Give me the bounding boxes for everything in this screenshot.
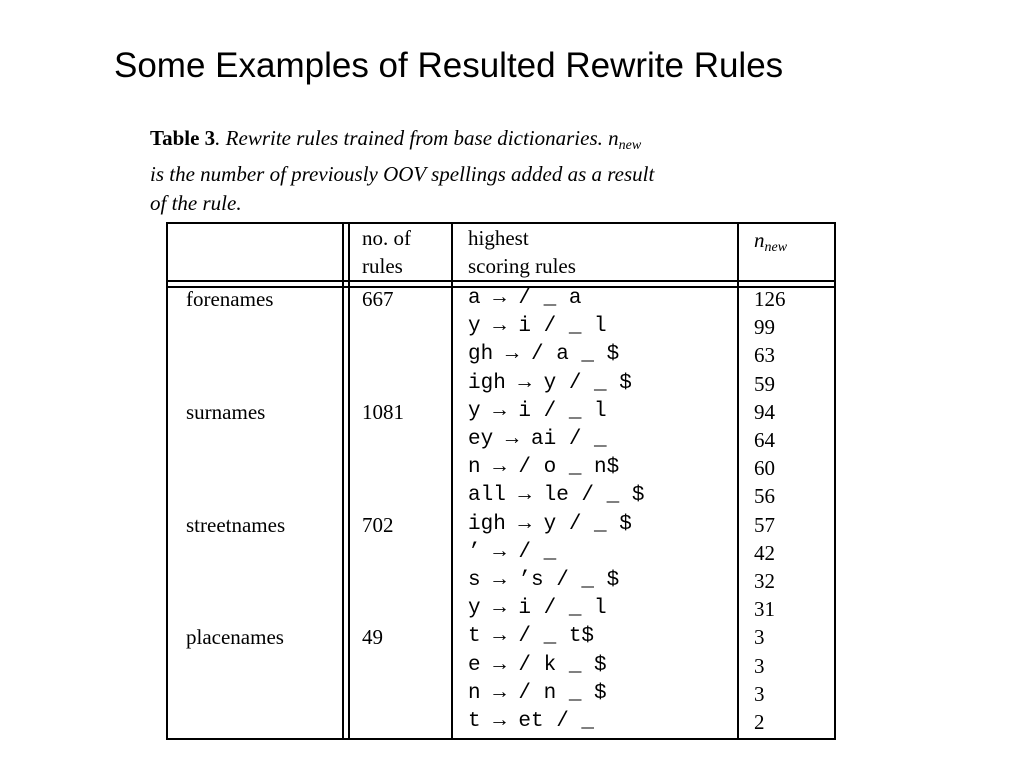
category-name: surnames <box>186 399 266 424</box>
caption-text-c: of the rule. <box>150 191 242 215</box>
rule-cell: n → / n _ $ <box>468 681 607 705</box>
table-label: Table 3 <box>150 126 216 150</box>
category-rule-count: 1081 <box>362 399 404 424</box>
n-new-cell: 42 <box>754 540 775 565</box>
n-new-cell: 64 <box>754 428 775 452</box>
rule-cell: t → et / _ <box>468 710 595 733</box>
header-no-of-rules <box>362 224 411 280</box>
rule-cell: ey → ai / _ <box>468 428 607 451</box>
header-no-of-rules-line2: rules <box>362 254 403 278</box>
rule-cell: gh → / a _ $ <box>468 343 620 367</box>
rule-cell: y → i / _ l <box>468 597 607 621</box>
n-new-cell: 3 <box>754 681 765 706</box>
category-name: forenames <box>186 287 274 311</box>
header-highest-line2: scoring rules <box>468 254 576 278</box>
category-rule-count: 702 <box>362 512 394 537</box>
n-new-cell: 99 <box>754 315 775 340</box>
header-highest-line1: highest <box>468 226 529 250</box>
caption-text-a: . Rewrite rules trained from base dictionaries. <box>215 126 603 150</box>
n-new-cell: 32 <box>754 569 775 593</box>
n-new-cell: 31 <box>754 597 775 622</box>
rule-cell: n → / o _ n$ <box>468 456 620 480</box>
rule-cell: s → ’s / _ $ <box>468 569 620 592</box>
header-n-new-sub: new <box>764 240 788 255</box>
rule-cell: a → / _ a <box>468 287 582 310</box>
caption-var-main: n <box>608 126 619 150</box>
header-n-new-main: n <box>754 228 765 252</box>
table-border-right <box>834 222 836 740</box>
caption-variable <box>608 126 642 153</box>
rule-cell: igh → y / _ $ <box>468 512 632 536</box>
n-new-cell: 94 <box>754 399 775 424</box>
caption-var-sub: new <box>618 138 642 153</box>
category-rule-count: 49 <box>362 625 383 650</box>
category-name: streetnames <box>186 512 286 537</box>
n-new-cell: 56 <box>754 484 775 509</box>
col-divider-2 <box>451 222 453 740</box>
rule-cell: igh → y / _ $ <box>468 371 632 395</box>
n-new-cell: 2 <box>754 710 765 734</box>
rule-cell: all → le / _ $ <box>468 484 645 508</box>
rule-cell: y → i / _ l <box>468 315 607 339</box>
n-new-cell: 3 <box>754 653 765 678</box>
rewrite-rules-table <box>166 222 836 740</box>
table-border-bottom <box>166 738 836 740</box>
category-name: placenames <box>186 625 284 650</box>
rule-cell: t → / _ t$ <box>468 625 595 649</box>
col-divider-3 <box>737 222 739 740</box>
col-divider-1a <box>342 222 344 740</box>
n-new-cell: 126 <box>754 287 786 311</box>
header-highest-scoring <box>468 224 576 280</box>
n-new-cell: 59 <box>754 371 775 396</box>
n-new-cell: 63 <box>754 343 775 368</box>
n-new-cell: 60 <box>754 456 775 481</box>
rule-cell: e → / k _ $ <box>468 653 607 677</box>
header-divider-1 <box>166 280 836 282</box>
caption-text-b: is the number of previously OOV spellings added as a result <box>150 162 655 186</box>
rule-cell: y → i / _ l <box>468 399 607 423</box>
col-divider-1b <box>348 222 350 740</box>
table-caption <box>150 124 850 218</box>
category-rule-count: 667 <box>362 287 394 311</box>
n-new-cell: 3 <box>754 625 765 650</box>
header-n-new <box>754 226 787 262</box>
n-new-cell: 57 <box>754 512 775 537</box>
rule-cell: ’ → / _ <box>468 540 557 564</box>
table-border-left <box>166 222 168 740</box>
slide-title: Some Examples of Resulted Rewrite Rules <box>114 46 784 85</box>
header-no-of-rules-line1: no. of <box>362 226 411 250</box>
